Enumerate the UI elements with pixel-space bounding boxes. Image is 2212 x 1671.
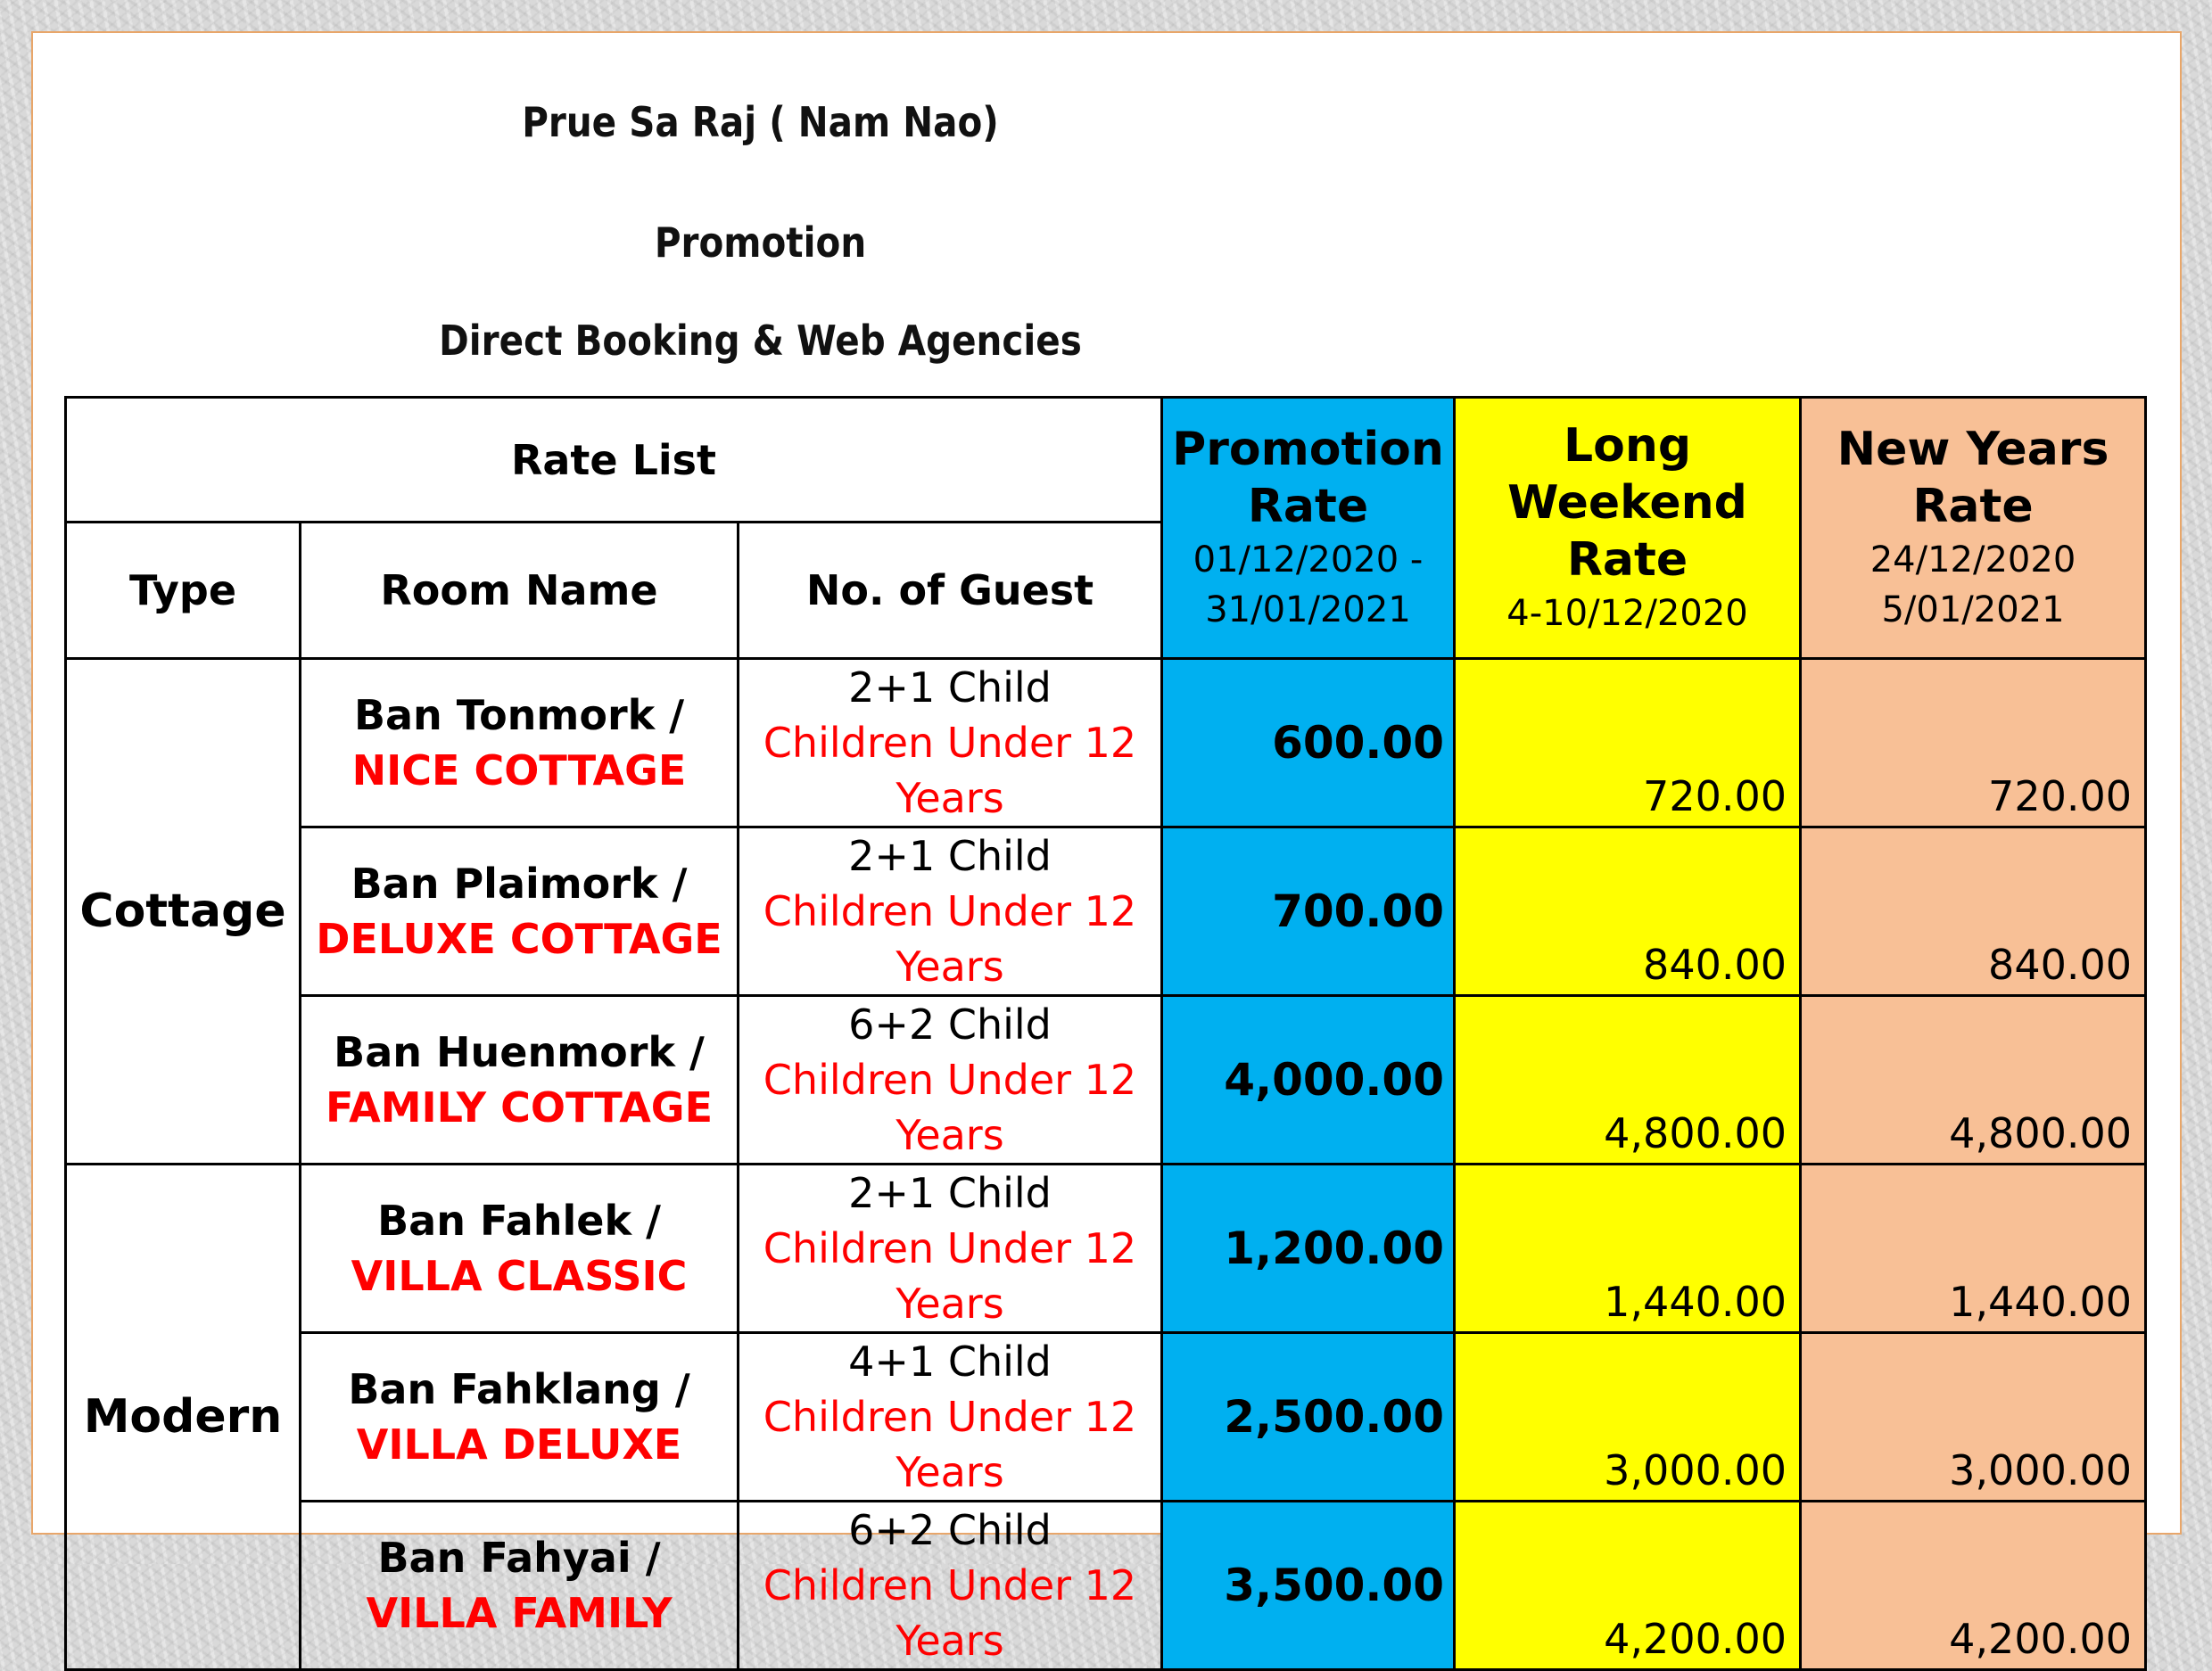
rate-table (64, 396, 2147, 1671)
guest-cell: 6+2 Child Children Under 12 Years (739, 1502, 1162, 1670)
table-row (66, 1502, 2146, 1670)
new-years-rate-cell: 3,000.00 (1801, 1333, 2146, 1502)
weekend-rate-cell: 4,800.00 (1455, 996, 1801, 1165)
weekend-rate-cell: 720.00 (1455, 659, 1801, 827)
promo-rate-cell: 2,500.00 (1162, 1333, 1455, 1502)
weekend-rate-cell: 3,000.00 (1455, 1333, 1801, 1502)
new-years-rate-cell: 4,800.00 (1801, 996, 2146, 1165)
room-name-cell: Ban Huenmork / FAMILY COTTAGE (301, 996, 739, 1165)
new-years-rate-header: New Years Rate 24/12/2020 5/01/2021 (1801, 398, 2146, 659)
table-row (66, 659, 2146, 827)
guest-cell: 4+1 Child Children Under 12 Years (739, 1333, 1162, 1502)
weekend-rate-cell: 4,200.00 (1455, 1502, 1801, 1670)
guest-cell: 6+2 Child Children Under 12 Years (739, 996, 1162, 1165)
new-years-rate-cell: 840.00 (1801, 827, 2146, 996)
room-type-group: Modern (66, 1165, 301, 1670)
new-years-rate-cell: 4,200.00 (1801, 1502, 2146, 1670)
table-row (66, 1165, 2146, 1333)
guest-cell: 2+1 Child Children Under 12 Years (739, 1165, 1162, 1333)
promo-rate-cell: 3,500.00 (1162, 1502, 1455, 1670)
guest-column-header: No. of Guest (739, 523, 1162, 659)
guest-cell: 2+1 Child Children Under 12 Years (739, 827, 1162, 996)
table-row (66, 1333, 2146, 1502)
promo-rate-header: Promotion Rate 01/12/2020 - 31/01/2021 (1162, 398, 1455, 659)
new-years-rate-cell: 720.00 (1801, 659, 2146, 827)
room-name-cell: Ban Fahlek / VILLA CLASSIC (301, 1165, 739, 1333)
booking-channel: Direct Booking & Web Agencies (439, 317, 1082, 365)
room-name-column-header: Room Name (301, 523, 739, 659)
weekend-rate-cell: 1,440.00 (1455, 1165, 1801, 1333)
long-weekend-rate-header: Long Weekend Rate 4-10/12/2020 (1455, 398, 1801, 659)
page-title: Prue Sa Raj ( Nam Nao) (522, 98, 999, 146)
promo-rate-cell: 1,200.00 (1162, 1165, 1455, 1333)
room-name-cell: Ban Tonmork / NICE COTTAGE (301, 659, 739, 827)
new-years-rate-cell: 1,440.00 (1801, 1165, 2146, 1333)
guest-cell: 2+1 Child Children Under 12 Years (739, 659, 1162, 827)
table-row (66, 996, 2146, 1165)
page-subtitle: Promotion (654, 218, 867, 267)
room-name-cell: Ban Plaimork / DELUXE COTTAGE (301, 827, 739, 996)
weekend-rate-cell: 840.00 (1455, 827, 1801, 996)
table-row (66, 827, 2146, 996)
room-name-cell: Ban Fahklang / VILLA DELUXE (301, 1333, 739, 1502)
promo-rate-cell: 4,000.00 (1162, 996, 1455, 1165)
room-name-cell: Ban Fahyai / VILLA FAMILY (301, 1502, 739, 1670)
room-type-group: Cottage (66, 659, 301, 1165)
type-column-header: Type (66, 523, 301, 659)
promo-rate-cell: 700.00 (1162, 827, 1455, 996)
promo-rate-cell: 600.00 (1162, 659, 1455, 827)
rate-list-header: Rate List (66, 398, 1162, 523)
